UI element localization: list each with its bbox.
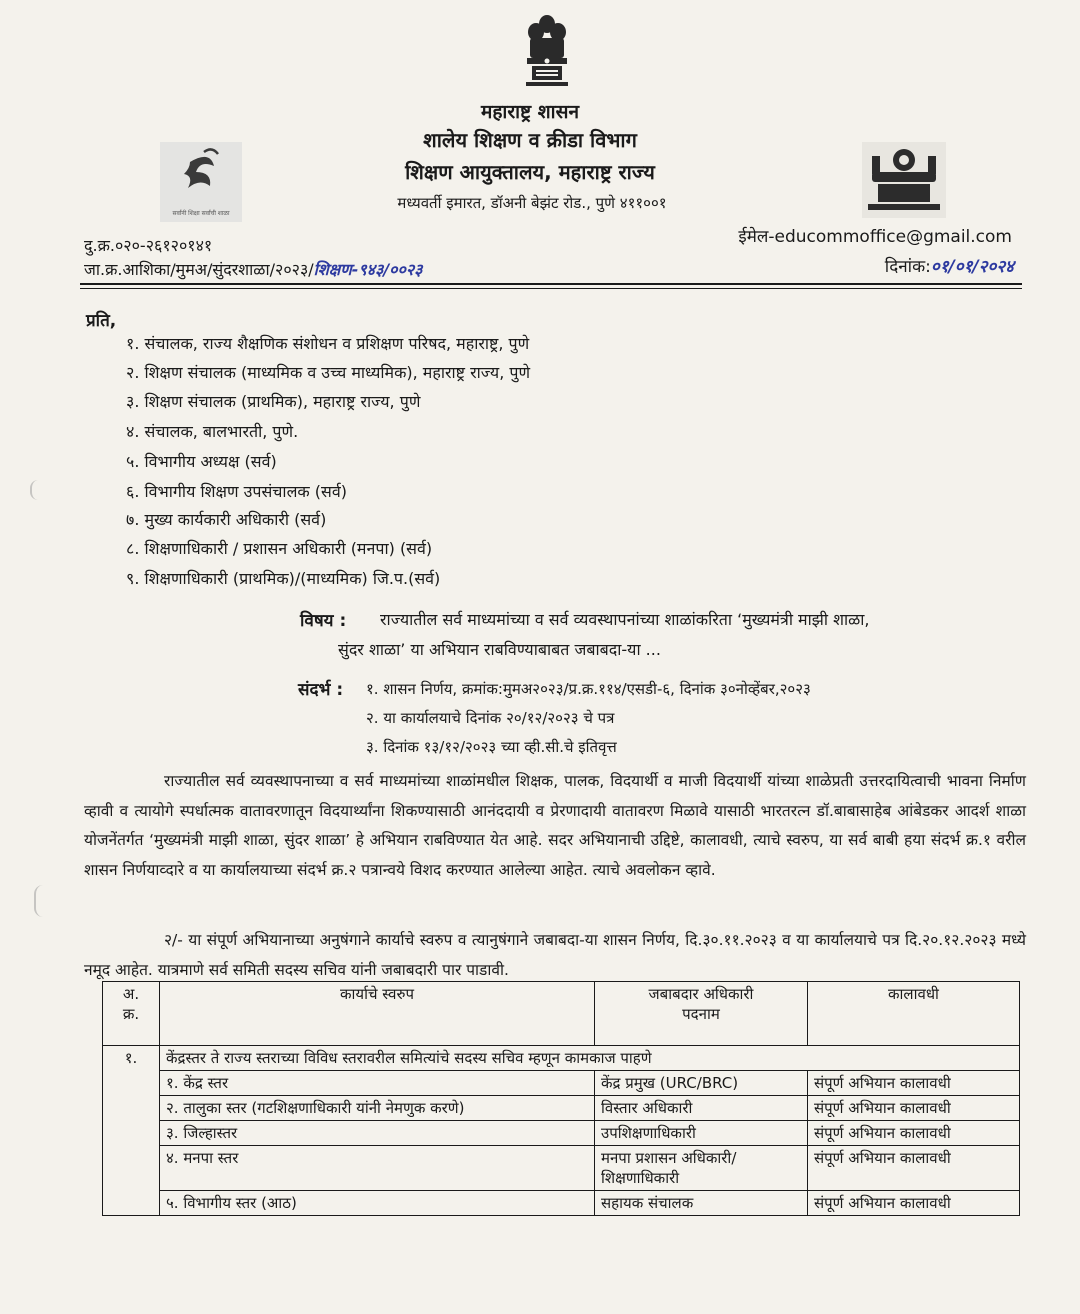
recipient-item: १. संचालक, राज्य शैक्षणिक संशोधन व प्रशिक्षण परिषद, महाराष्ट्र, पुणे bbox=[126, 334, 530, 353]
recipient-item: ७. मुख्य कार्यकारी अधिकारी (सर्व) bbox=[126, 510, 327, 529]
table-row bbox=[103, 1191, 1020, 1216]
header-officer-line2: पदनाम bbox=[682, 1005, 720, 1023]
ref-prefix: जा.क्र.आशिका/मुमअ/सुंदरशाळा/२०२३/ bbox=[84, 260, 314, 279]
row-period: संपूर्ण अभियान कालावधी bbox=[808, 1191, 1020, 1216]
row-work: ४. मनपा स्तर bbox=[160, 1146, 595, 1191]
header-officer-line1: जबाबदार अधिकारी bbox=[648, 985, 754, 1003]
recipient-item: ५. विभागीय अध्यक्ष (सर्व) bbox=[126, 452, 277, 471]
date-label: दिनांक: bbox=[884, 257, 931, 277]
table-row bbox=[103, 1071, 1020, 1096]
header-sr-line2: क्र. bbox=[122, 1005, 140, 1023]
logo-caption: सर्वांनी शिक्षा सर्वांची शाळा bbox=[172, 210, 230, 217]
row-officer: उपशिक्षणाधिकारी bbox=[595, 1121, 808, 1146]
right-seal-logo bbox=[862, 142, 946, 218]
responsibility-table bbox=[102, 981, 1020, 1216]
reference-number bbox=[84, 258, 422, 280]
header-sr-line1: अ. bbox=[122, 985, 140, 1003]
subject-label: विषय : bbox=[300, 611, 347, 631]
row-work: २. तालुका स्तर (गटशिक्षणाधिकारी यांनी नेमणुक करणे) bbox=[160, 1096, 595, 1121]
letter-date bbox=[885, 254, 1014, 277]
row-officer: सहायक संचालक bbox=[595, 1191, 808, 1216]
reference-label: संदर्भ : bbox=[298, 680, 344, 700]
gov-title: महाराष्ट्र शासन bbox=[480, 101, 579, 123]
body-paragraph-1: राज्यातील सर्व व्यवस्थापनाच्या व सर्व माध्यमांच्या शाळांमधील शिक्षक, पालक, विदयार्थी व माजी विदयार्थी यांच्या शाळेप्रती उत्तरदायित्वाची भावना निर्माण व्हावी व त्यायोगे स्पर्धात्मक वातावरणातून विदयार्थ्यांना शिकण्यासाठी आनंददायी व प्रेरणादायी वातावरण मिळावे यासाठी भारतरत्न डॉ.बाबासाहेब आंबेडकर आदर्श शाळा योजनेंतर्गत ‘मुख्यमंत्री माझी शाळा, सुंदर शाळा’ हे अभियान राबविण्यात येत आहे. सदर अभियानाची उद्दिष्टे, कालावधी, त्याचे स्वरुप, या सर्व बाबी हया संदर्भ क्र.१ वरील शासन निर्णयाव्दारे व या कार्यालयाच्या संदर्भ क्र.२ पत्रान्वये विशद करण्यात आलेल्या आहेत. त्याचे अवलोकन व्हावे. bbox=[84, 772, 1026, 879]
table-row bbox=[103, 1096, 1020, 1121]
recipient-item: ६. विभागीय शिक्षण उपसंचालक (सर्व) bbox=[126, 482, 347, 501]
table-row bbox=[103, 1146, 1020, 1191]
phone-number: दु.क्र.०२०-२६१२०१४१ bbox=[84, 236, 213, 255]
scan-mark bbox=[34, 885, 52, 917]
office-title: शिक्षण आयुक्तालय, महाराष्ट्र राज्य bbox=[405, 160, 655, 184]
recipients-label: प्रति, bbox=[86, 311, 117, 331]
section-sr: १. bbox=[103, 1046, 160, 1216]
subject-line-2: सुंदर शाळा’ या अभियान राबविण्याबाबत जबाबदा-या ... bbox=[338, 640, 661, 659]
email-address: ईमेल-educommoffice@gmail.com bbox=[738, 227, 1012, 247]
header-work: कार्याचे स्वरुप bbox=[160, 982, 595, 1046]
dept-title: शालेय शिक्षण व क्रीडा विभाग bbox=[423, 128, 637, 152]
header-divider bbox=[80, 283, 1022, 285]
row-work: १. केंद्र स्तर bbox=[160, 1071, 595, 1096]
table-row bbox=[103, 1046, 1020, 1071]
recipient-item: ४. संचालक, बालभारती, पुणे. bbox=[126, 422, 299, 441]
national-emblem-icon bbox=[522, 14, 572, 92]
body-paragraph-2: २/- या संपूर्ण अभियानाच्या अनुषंगाने कार्याचे स्वरुप व त्यानुषंगाने जबाबदा-या शासन निर्णय, दि.३०.११.२०२३ व या कार्यालयाचे पत्र दि.२०.१२.२०२३ मध्ये नमूद आहेत. यात्रमाणे सर्व समिती सदस्य सचिव यांनी जबाबदारी पार पाडावी. bbox=[84, 931, 1026, 979]
reference-item: २. या कार्यालयाचे दिनांक २०/१२/२०२३ चे पत्र bbox=[366, 709, 615, 727]
education-dept-logo bbox=[160, 142, 242, 222]
row-officer-line2: शिक्षणाधिकारी bbox=[601, 1169, 680, 1187]
row-period: संपूर्ण अभियान कालावधी bbox=[808, 1146, 1020, 1191]
row-officer: विस्तार अधिकारी bbox=[595, 1096, 808, 1121]
recipient-item: ३. शिक्षण संचालक (प्राथमिक), महाराष्ट्र राज्य, पुणे bbox=[126, 392, 421, 411]
header-period: कालावधी bbox=[808, 982, 1020, 1046]
scan-mark bbox=[30, 480, 46, 500]
header-officer bbox=[595, 982, 808, 1046]
reference-item: १. शासन निर्णय, क्रमांक:मुमअ२०२३/प्र.क्र.११४/एसडी-६, दिनांक ३०नोव्हेंबर,२०२३ bbox=[366, 680, 811, 698]
table-header-row bbox=[103, 982, 1020, 1046]
header-divider-thin bbox=[80, 288, 1022, 289]
office-address: मध्यवर्ती इमारत, डॉअनी बेझंट रोड., पुणे ४११००१ bbox=[397, 194, 667, 212]
table-row bbox=[103, 1121, 1020, 1146]
row-officer bbox=[595, 1146, 808, 1191]
row-period: संपूर्ण अभियान कालावधी bbox=[808, 1096, 1020, 1121]
recipient-item: ८. शिक्षणाधिकारी / प्रशासन अधिकारी (मनपा) (सर्व) bbox=[126, 539, 433, 558]
reference-item: ३. दिनांक १३/१२/२०२३ च्या व्ही.सी.चे इतिवृत्त bbox=[366, 738, 617, 756]
row-work: ३. जिल्हास्तर bbox=[160, 1121, 595, 1146]
date-handwritten: ०१/०१/२०२४ bbox=[930, 257, 1014, 277]
ref-handwritten: शिक्षण-९४३/००२३ bbox=[313, 260, 423, 279]
section-title: केंद्रस्तर ते राज्य स्तराच्या विविध स्तरावरील समित्यांचे सदस्य सचिव म्हणून कामकाज पाहणे bbox=[160, 1046, 1020, 1071]
row-period: संपूर्ण अभियान कालावधी bbox=[808, 1071, 1020, 1096]
row-work: ५. विभागीय स्तर (आठ) bbox=[160, 1191, 595, 1216]
subject-line-1: राज्यातील सर्व माध्यमांच्या व सर्व व्यवस्थापनांच्या शाळांकरिता ‘मुख्यमंत्री माझी शाळा, bbox=[380, 610, 870, 629]
row-officer-line1: मनपा प्रशासन अधिकारी/ bbox=[601, 1149, 737, 1167]
header-sr bbox=[103, 982, 160, 1046]
recipient-item: ९. शिक्षणाधिकारी (प्राथमिक)/(माध्यमिक) जि.प.(सर्व) bbox=[126, 569, 441, 588]
row-officer: केंद्र प्रमुख (URC/BRC) bbox=[595, 1071, 808, 1096]
row-period: संपूर्ण अभियान कालावधी bbox=[808, 1121, 1020, 1146]
recipient-item: २. शिक्षण संचालक (माध्यमिक व उच्च माध्यमिक), महाराष्ट्र राज्य, पुणे bbox=[126, 363, 531, 382]
